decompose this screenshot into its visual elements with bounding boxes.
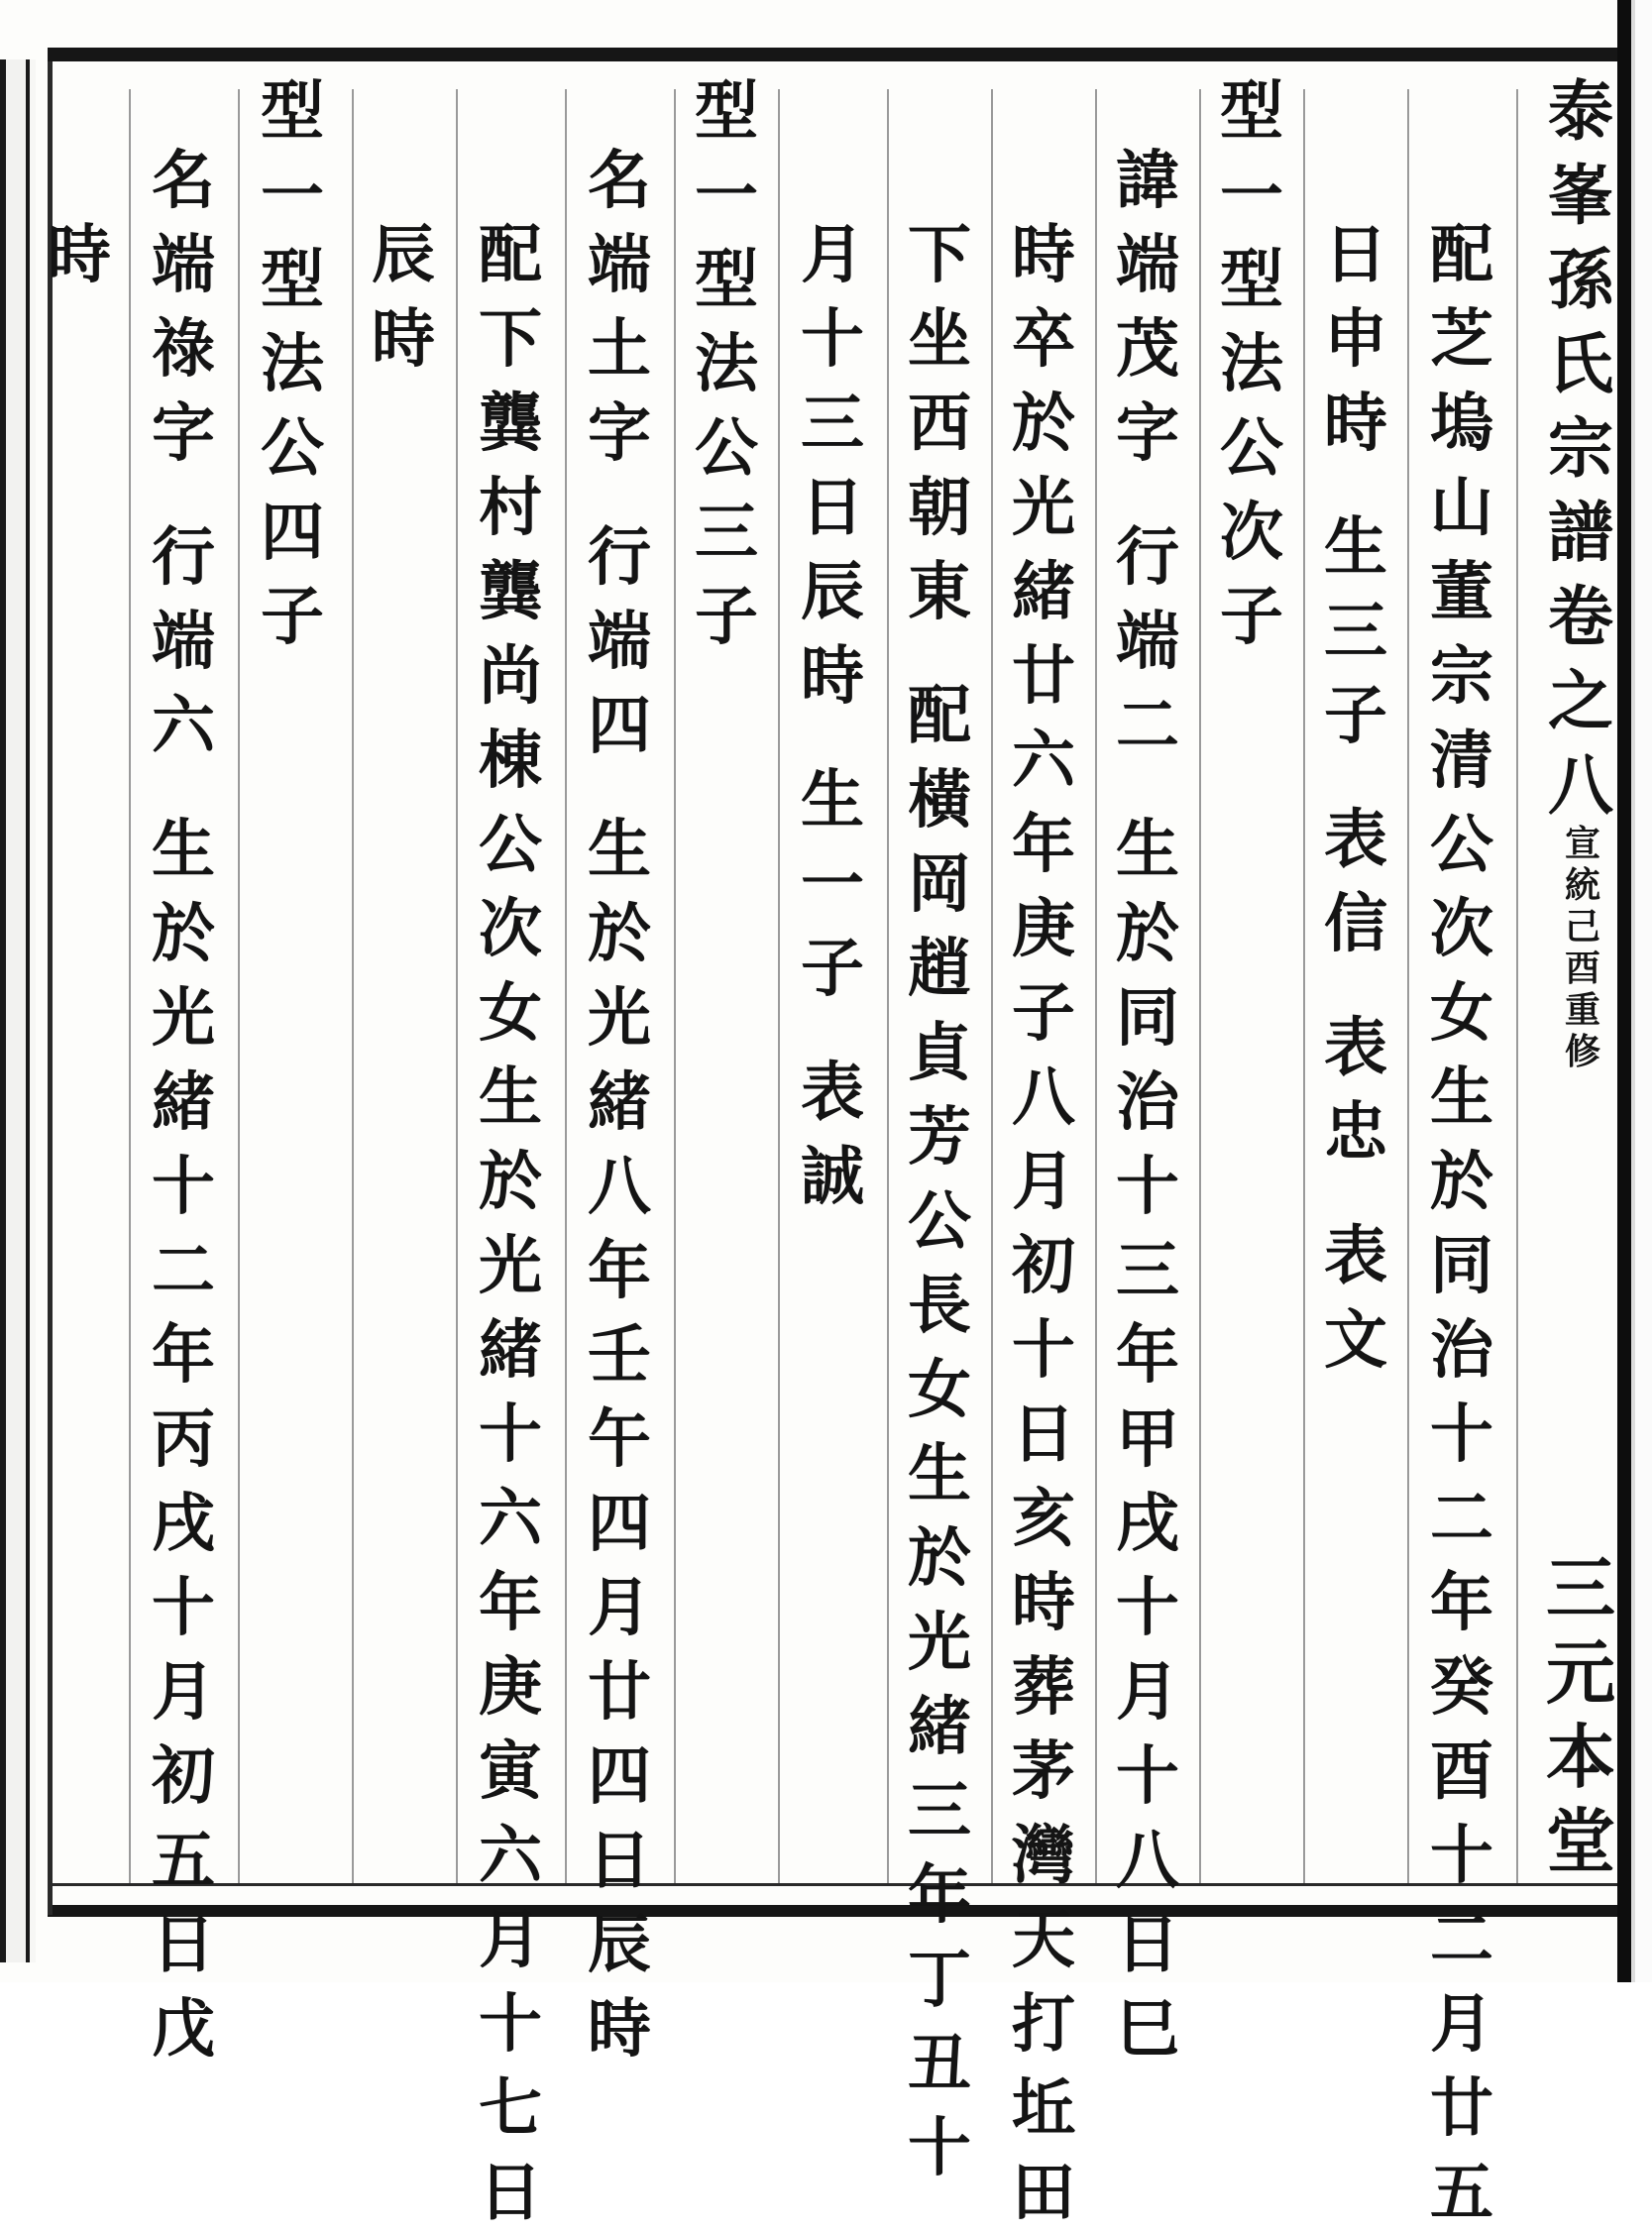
text-char: 貞 — [908, 1016, 971, 1090]
text-char: 於 — [1430, 1145, 1493, 1219]
column-rule — [1407, 89, 1409, 1883]
column-gap — [134, 768, 233, 808]
text-char: 生 — [1430, 1061, 1493, 1135]
text-char: 庚 — [479, 1650, 542, 1725]
text-char: 治 — [1116, 1065, 1179, 1140]
text-char: 月 — [1116, 1655, 1179, 1730]
text-char: 三 — [695, 496, 758, 570]
text-char: 緒 — [908, 1690, 971, 1764]
text-column-6 — [890, 213, 989, 2190]
column-rule — [1095, 89, 1097, 1883]
text-char: 三 — [908, 1774, 971, 1848]
text-char: 土 — [588, 312, 651, 387]
text-char: 端 — [152, 228, 215, 302]
title-char: 孫 — [1548, 241, 1613, 318]
text-char: 生 — [1116, 813, 1179, 887]
text-char: 五 — [1430, 2156, 1493, 2230]
text-char: 公 — [908, 1184, 971, 1259]
text-char: 諱 — [1116, 144, 1179, 218]
text-char: 文 — [1324, 1303, 1387, 1378]
bottom-border — [48, 1905, 1617, 1917]
text-char: 茅 — [1012, 1734, 1075, 1809]
text-char: 法 — [261, 327, 324, 401]
text-char: 日 — [1116, 1908, 1179, 1982]
text-char: 茂 — [1116, 312, 1179, 387]
text-char: 字 — [1116, 396, 1179, 471]
text-char: 一 — [801, 847, 864, 922]
text-char: 朝 — [908, 471, 971, 545]
text-char: 端 — [588, 228, 651, 302]
column-rule — [991, 89, 993, 1883]
text-char: 棟 — [479, 724, 542, 798]
text-char: 日 — [1012, 1397, 1075, 1472]
text-char: 戌 — [152, 1487, 215, 1561]
text-char: 光 — [479, 1229, 542, 1303]
text-char: 坐 — [908, 302, 971, 377]
text-char: 年 — [908, 1858, 971, 1933]
text-column-1 — [1412, 213, 1511, 2235]
text-char: 年 — [1012, 808, 1075, 882]
hall-char: 堂 — [1546, 1800, 1615, 1882]
text-char: 月 — [479, 1903, 542, 1977]
hall-char: 元 — [1546, 1631, 1615, 1714]
text-char: 丑 — [908, 2027, 971, 2101]
text-char: 次 — [1220, 496, 1283, 570]
text-column-14 — [30, 213, 129, 297]
text-char: 同 — [1116, 981, 1179, 1056]
text-char: 行 — [152, 520, 215, 595]
text-char: 子 — [1220, 580, 1283, 654]
text-char: 田 — [1012, 2156, 1075, 2230]
text-char: 法 — [695, 327, 758, 401]
hall-char: 本 — [1546, 1716, 1615, 1798]
bottom-rule — [48, 1883, 1617, 1886]
column-gap — [783, 719, 882, 758]
left-page-edge — [0, 59, 36, 1962]
text-char: 四 — [261, 496, 324, 570]
text-char: 十 — [908, 2111, 971, 2185]
text-char: 於 — [1012, 387, 1075, 461]
text-char: 月 — [801, 218, 864, 292]
text-char: 時 — [48, 218, 111, 292]
text-char: 忠 — [1324, 1095, 1387, 1170]
text-char: 生 — [1324, 510, 1387, 585]
text-char: 廿 — [588, 1655, 651, 1730]
column-gap — [1098, 768, 1197, 808]
text-char: 日 — [479, 2156, 542, 2230]
column-gap — [890, 634, 989, 674]
text-char: 壬 — [588, 1318, 651, 1393]
text-char: 橫 — [908, 763, 971, 838]
text-char: 一 — [261, 159, 324, 233]
text-char: 子 — [1012, 976, 1075, 1051]
text-char: 亥 — [1012, 1482, 1075, 1556]
text-char: 端 — [1116, 228, 1179, 302]
text-char: 芳 — [908, 1100, 971, 1174]
text-char: 年 — [479, 1566, 542, 1640]
text-char: 型 — [695, 243, 758, 317]
text-column-3 — [1202, 69, 1301, 659]
column-rule — [778, 89, 780, 1883]
title-char: 宗 — [1548, 409, 1613, 487]
text-column-5 — [994, 213, 1093, 2235]
edition-char: 修 — [1564, 1031, 1600, 1072]
text-char: 董 — [1430, 555, 1493, 629]
text-char: 型 — [261, 243, 324, 317]
text-char: 七 — [479, 2071, 542, 2146]
text-column-10 — [461, 213, 560, 2235]
text-char: 龔 — [479, 387, 542, 461]
text-char: 光 — [1012, 471, 1075, 545]
text-char: 公 — [1220, 411, 1283, 486]
text-char: 申 — [1324, 302, 1387, 377]
edition-char: 己 — [1564, 906, 1600, 948]
text-char: 八 — [1116, 1824, 1179, 1898]
text-char: 趙 — [908, 932, 971, 1006]
text-char: 巳 — [1116, 1992, 1179, 2067]
text-char: 二 — [1116, 689, 1179, 763]
text-char: 清 — [1430, 724, 1493, 798]
text-char: 十 — [1012, 1313, 1075, 1388]
text-char: 時 — [1012, 218, 1075, 292]
text-char: 公 — [1430, 808, 1493, 882]
text-char: 於 — [1116, 897, 1179, 971]
text-char: 年 — [588, 1234, 651, 1308]
title-char: 卷 — [1548, 578, 1613, 655]
text-char: 八 — [1012, 1061, 1075, 1135]
text-char: 一 — [1220, 159, 1283, 233]
text-char: 端 — [1116, 605, 1179, 679]
text-char: 同 — [1430, 1229, 1493, 1303]
text-char: 時 — [1012, 1566, 1075, 1640]
text-char: 型 — [1220, 74, 1283, 149]
column-gap — [783, 1011, 882, 1051]
text-char: 六 — [479, 1482, 542, 1556]
text-char: 辰 — [372, 218, 435, 292]
column-gap — [570, 476, 669, 515]
edition-note — [1553, 823, 1612, 1072]
text-char: 十 — [801, 302, 864, 377]
text-char: 山 — [1430, 471, 1493, 545]
text-char: 型 — [261, 74, 324, 149]
text-column-2 — [1306, 213, 1405, 1383]
text-char: 配 — [1430, 218, 1493, 292]
text-char: 生 — [908, 1437, 971, 1511]
column-gap — [1306, 1174, 1405, 1214]
text-char: 卒 — [1012, 302, 1075, 377]
text-char: 法 — [1220, 327, 1283, 401]
edition-char: 統 — [1564, 864, 1600, 906]
text-char: 龔 — [479, 555, 542, 629]
text-char: 時 — [1324, 387, 1387, 461]
text-char: 配 — [479, 218, 542, 292]
text-char: 初 — [1012, 1229, 1075, 1303]
hall-name — [1531, 1546, 1630, 1883]
text-char: 治 — [1430, 1313, 1493, 1388]
text-char: 月 — [588, 1571, 651, 1645]
text-char: 丁 — [908, 1943, 971, 2017]
column-rule — [674, 89, 676, 1883]
text-char: 女 — [908, 1353, 971, 1427]
text-char: 西 — [908, 387, 971, 461]
text-char: 長 — [908, 1269, 971, 1343]
text-char: 天 — [1012, 1903, 1075, 1977]
column-gap — [1098, 476, 1197, 515]
text-char: 端 — [588, 605, 651, 679]
column-rule — [1199, 89, 1201, 1883]
text-char: 十 — [479, 1397, 542, 1472]
text-char: 尚 — [479, 639, 542, 714]
book-title — [1531, 69, 1630, 828]
text-char: 村 — [479, 471, 542, 545]
column-gap — [134, 476, 233, 515]
text-char: 丙 — [152, 1402, 215, 1477]
title-char: 八 — [1548, 746, 1613, 824]
text-char: 灣 — [1012, 1819, 1075, 1893]
text-char: 甲 — [1116, 1402, 1179, 1477]
text-char: 三 — [1116, 1234, 1179, 1308]
text-char: 四 — [588, 689, 651, 763]
text-column-9 — [570, 139, 669, 2071]
column-rule — [565, 89, 567, 1883]
text-char: 日 — [801, 471, 864, 545]
text-char: 字 — [588, 396, 651, 471]
text-char: 十 — [152, 1571, 215, 1645]
text-char: 子 — [261, 580, 324, 654]
column-rule — [129, 89, 131, 1883]
text-char: 表 — [801, 1056, 864, 1130]
text-char: 十 — [152, 1150, 215, 1224]
text-char: 下 — [908, 218, 971, 292]
text-char: 公 — [695, 411, 758, 486]
text-char: 日 — [1324, 218, 1387, 292]
hall-char: 三 — [1546, 1547, 1615, 1629]
text-char: 戌 — [1116, 1487, 1179, 1561]
text-char: 行 — [1116, 520, 1179, 595]
text-char: 一 — [695, 159, 758, 233]
column-rule — [1303, 89, 1305, 1883]
text-char: 年 — [152, 1318, 215, 1393]
text-char: 酉 — [1430, 1734, 1493, 1809]
column-rule — [887, 89, 889, 1883]
text-char: 戊 — [152, 1992, 215, 2067]
text-char: 十 — [1430, 1819, 1493, 1893]
text-char: 表 — [1324, 1219, 1387, 1293]
text-char: 葬 — [1012, 1650, 1075, 1725]
text-char: 二 — [1430, 1482, 1493, 1556]
text-char: 十 — [1430, 1397, 1493, 1472]
title-char: 氏 — [1548, 325, 1613, 402]
column-rule — [1516, 89, 1518, 1883]
text-char: 次 — [479, 892, 542, 966]
text-column-4 — [1098, 139, 1197, 2071]
text-char: 於 — [908, 1521, 971, 1596]
text-char: 三 — [801, 387, 864, 461]
text-char: 信 — [1324, 887, 1387, 961]
text-char: 時 — [372, 302, 435, 377]
text-char: 辰 — [588, 1908, 651, 1982]
text-char: 端 — [152, 605, 215, 679]
column-gap — [570, 768, 669, 808]
text-char: 子 — [1324, 679, 1387, 753]
text-char: 型 — [695, 74, 758, 149]
text-char: 生 — [588, 813, 651, 887]
text-char: 六 — [152, 689, 215, 763]
text-char: 六 — [479, 1819, 542, 1893]
text-char: 初 — [152, 1739, 215, 1814]
column-rule — [238, 89, 240, 1883]
text-char: 十 — [1116, 1571, 1179, 1645]
text-char: 廿 — [1012, 639, 1075, 714]
text-char: 日 — [152, 1908, 215, 1982]
column-gap — [1306, 966, 1405, 1006]
text-char: 於 — [479, 1145, 542, 1219]
text-char: 日 — [588, 1824, 651, 1898]
text-char: 月 — [1430, 1987, 1493, 2062]
column-gap — [1306, 466, 1405, 505]
text-char: 五 — [152, 1824, 215, 1898]
text-char: 三 — [1324, 595, 1387, 669]
text-char: 子 — [801, 932, 864, 1006]
text-char: 子 — [695, 580, 758, 654]
text-char: 年 — [1430, 1566, 1493, 1640]
text-char: 年 — [1116, 1318, 1179, 1393]
text-char: 寅 — [479, 1734, 542, 1809]
text-column-13 — [134, 139, 233, 2071]
title-char: 峯 — [1548, 157, 1613, 234]
text-char: 女 — [479, 976, 542, 1051]
text-char: 光 — [152, 981, 215, 1056]
text-char: 祿 — [152, 312, 215, 387]
text-char: 緒 — [588, 1065, 651, 1140]
text-char: 公 — [479, 808, 542, 882]
text-char: 於 — [152, 897, 215, 971]
text-char: 四 — [588, 1487, 651, 1561]
text-char: 月 — [1012, 1145, 1075, 1219]
text-char: 二 — [152, 1234, 215, 1308]
text-char: 時 — [588, 1992, 651, 2067]
text-char: 名 — [152, 144, 215, 218]
text-char: 名 — [588, 144, 651, 218]
top-border — [48, 48, 1617, 61]
text-char: 坵 — [1012, 2071, 1075, 2146]
text-char: 十 — [1116, 1739, 1179, 1814]
text-char: 緒 — [152, 1065, 215, 1140]
text-char: 光 — [908, 1606, 971, 1680]
text-char: 表 — [1324, 1011, 1387, 1085]
edition-char: 重 — [1564, 989, 1600, 1031]
left-frame — [48, 61, 53, 1915]
text-char: 庚 — [1012, 892, 1075, 966]
text-char: 二 — [1430, 1903, 1493, 1977]
text-char: 十 — [479, 1987, 542, 2062]
text-char: 芝 — [1430, 302, 1493, 377]
text-char: 十 — [1116, 1150, 1179, 1224]
column-gap — [1306, 758, 1405, 798]
text-char: 次 — [1430, 892, 1493, 966]
title-char: 泰 — [1548, 72, 1613, 150]
text-char: 女 — [1430, 976, 1493, 1051]
text-char: 字 — [152, 396, 215, 471]
text-column-7 — [783, 213, 882, 1219]
text-char: 時 — [801, 639, 864, 714]
title-char: 譜 — [1548, 494, 1613, 571]
text-char: 型 — [1220, 243, 1283, 317]
text-char: 緒 — [479, 1313, 542, 1388]
title-char: 之 — [1548, 662, 1613, 739]
text-char: 行 — [588, 520, 651, 595]
text-char: 於 — [588, 897, 651, 971]
text-char: 公 — [261, 411, 324, 486]
text-char: 宗 — [1430, 639, 1493, 714]
text-column-12 — [243, 69, 342, 659]
text-char: 六 — [1012, 724, 1075, 798]
text-char: 辰 — [801, 555, 864, 629]
text-char: 廿 — [1430, 2071, 1493, 2146]
text-char: 誠 — [801, 1140, 864, 1214]
text-char: 月 — [152, 1655, 215, 1730]
text-char: 生 — [479, 1061, 542, 1135]
text-char: 塢 — [1430, 387, 1493, 461]
text-char: 四 — [588, 1739, 651, 1814]
text-char: 打 — [1012, 1987, 1075, 2062]
text-char: 八 — [588, 1150, 651, 1224]
text-char: 生 — [801, 763, 864, 838]
text-column-8 — [677, 69, 776, 659]
text-char: 表 — [1324, 803, 1387, 877]
text-char: 配 — [908, 679, 971, 753]
text-char: 癸 — [1430, 1650, 1493, 1725]
text-char: 岡 — [908, 847, 971, 922]
text-char: 生 — [152, 813, 215, 887]
text-char: 下 — [479, 302, 542, 377]
text-column-11 — [354, 213, 453, 382]
edition-char: 宣 — [1564, 823, 1600, 864]
text-char: 東 — [908, 555, 971, 629]
column-rule — [456, 89, 458, 1883]
edition-char: 酉 — [1564, 948, 1600, 989]
text-char: 緒 — [1012, 555, 1075, 629]
text-char: 午 — [588, 1402, 651, 1477]
text-char: 光 — [588, 981, 651, 1056]
